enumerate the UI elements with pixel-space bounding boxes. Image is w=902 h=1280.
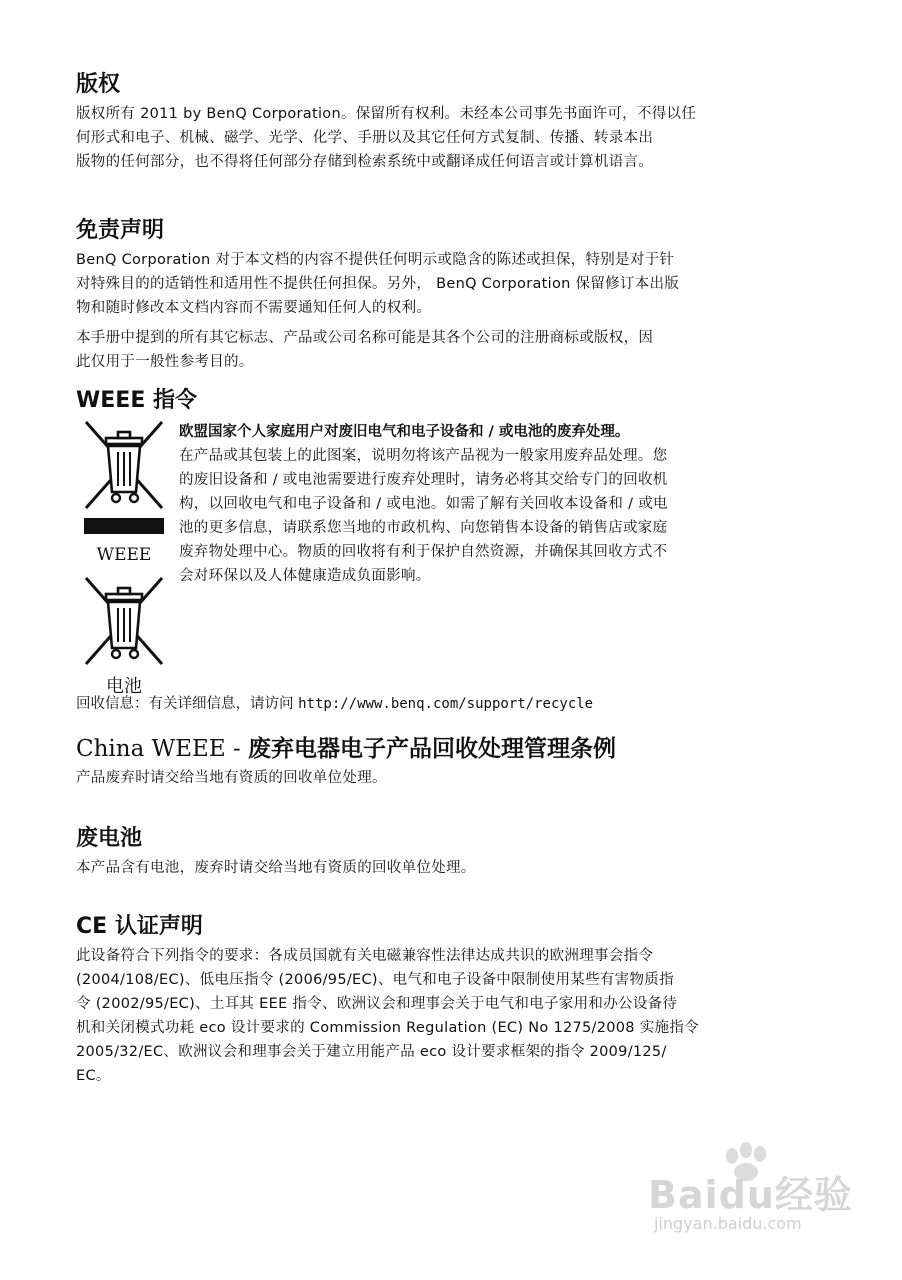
ce-line-3: 令 (2002/95/EC)、土耳其 EEE 指令、欧洲议会和理事会关于电气和电子家用和办公设备待: [76, 996, 678, 1012]
copyright-line-3: 版物的任何部分，也不得将任何部分存储到检索系统中或翻译成任何语言或计算机语言。: [76, 154, 654, 170]
weee-text-block: [179, 420, 807, 588]
weee-icons: [76, 420, 172, 698]
weee-section: [76, 384, 806, 732]
weee-body-line-3: 构，以回收电气和电子设备和 / 或电池。如需了解有关回收本设备和 / 或电: [179, 496, 668, 512]
ce-line-2: (2004/108/EC)、低电压指令 (2006/95/EC)、电气和电子设备中限制使用某些有害物质指: [76, 972, 674, 988]
ce-line-6: EC。: [76, 1068, 111, 1084]
disclaimer-p1-line-2: 对特殊目的的适销性和适用性不提供任何担保。另外， BenQ Corporation 保留修订本出版: [76, 276, 680, 292]
ce-section: [76, 910, 806, 1088]
weee-lead: 欧盟国家个人家庭用户对废旧电气和电子设备和 / 或电池的废弃处理。: [179, 424, 630, 440]
disclaimer-section: [76, 214, 806, 384]
china-weee-section: [76, 732, 806, 822]
china-weee-heading-latin: China WEEE -: [76, 736, 249, 762]
disclaimer-heading: 免责声明: [76, 218, 165, 243]
china-weee-text: 产品废弃时请交给当地有资质的回收单位处理。: [76, 770, 387, 786]
weee-body-line-1: 在产品或其包装上的此图案，说明勿将该产品视为一般家用废弃品处理。您: [179, 448, 668, 464]
disclaimer-p1-line-1: BenQ Corporation 对于本文档的内容不提供任何明示或隐含的陈述或担保，特别是对于针: [76, 252, 675, 268]
weee-body-line-4: 池的更多信息，请联系您当地的市政机构、向您销售本设备的销售店或家庭: [179, 520, 668, 536]
ce-line-4: 机和关闭模式功耗 eco 设计要求的 Commission Regulation (EC) No 1275/2008 实施指令: [76, 1020, 699, 1036]
weee-heading: WEEE 指令: [76, 388, 198, 413]
ce-line-1: 此设备符合下列指令的要求：各成员国就有关电磁兼容性法律达成共识的欧洲理事会指令: [76, 948, 654, 964]
disclaimer-p2-line-2: 此仅用于一般性参考目的。: [76, 354, 254, 370]
weee-body-line-6: 会对环保以及人体健康造成负面影响。: [179, 568, 431, 584]
copyright-section: [76, 68, 806, 214]
copyright-line-2: 何形式和电子、机械、磁学、光学、化学、手册以及其它任何方式复制、传播、转录本出: [76, 130, 654, 146]
recycle-url-link[interactable]: http://www.benq.com/support/recycle: [298, 696, 594, 712]
china-weee-heading: [76, 732, 806, 766]
weee-body-line-2: 的废旧设备和 / 或电池需要进行废弃处理时，请务必将其交给专门的回收机: [179, 472, 668, 488]
crossed-battery-bin-icon: [76, 576, 172, 670]
china-weee-heading-cn: 废弃电器电子产品回收处理管理条例: [248, 736, 617, 762]
ce-heading: CE 认证声明: [76, 914, 203, 939]
weee-icon-label: WEEE: [96, 545, 152, 565]
recycle-info: [76, 692, 593, 716]
watermark-logo: Baidu经验: [648, 1173, 853, 1217]
document-page: [76, 68, 806, 1088]
battery-section: [76, 822, 806, 910]
weee-body-line-5: 废弃物处理中心。物质的回收将有利于保护自然资源，并确保其回收方式不: [179, 544, 668, 560]
disclaimer-p1-line-3: 物和随时修改本文档内容而不需要通知任何人的权利。: [76, 300, 432, 316]
copyright-line-1: 版权所有 2011 by BenQ Corporation。保留所有权利。未经本公司事先书面许可，不得以任: [76, 106, 697, 122]
recycle-info-label: 回收信息：有关详细信息，请访问: [76, 696, 294, 712]
crossed-bin-with-bar-icon: [76, 420, 172, 538]
battery-heading: 废电池: [76, 826, 143, 851]
baidu-watermark: [640, 1142, 860, 1252]
ce-line-5: 2005/32/EC、欧洲议会和理事会关于建立用能产品 eco 设计要求框架的指令 2009/125/: [76, 1044, 667, 1060]
copyright-heading: 版权: [76, 72, 121, 97]
disclaimer-p2-line-1: 本手册中提到的所有其它标志、产品或公司名称可能是其各个公司的注册商标或版权，因: [76, 330, 654, 346]
battery-icon-label: 电池: [106, 676, 142, 697]
battery-text: 本产品含有电池，废弃时请交给当地有资质的回收单位处理。: [76, 860, 476, 876]
watermark-url: jingyan.baidu.com: [654, 1214, 802, 1233]
